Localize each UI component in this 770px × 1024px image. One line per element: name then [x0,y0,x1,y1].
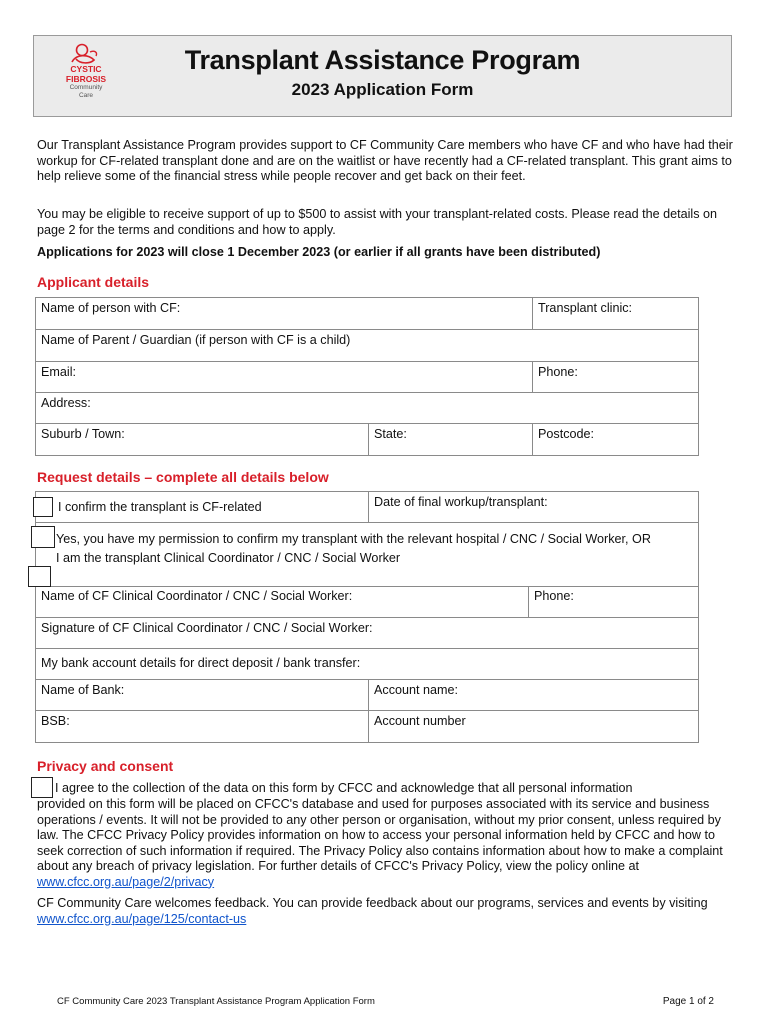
applicant-details-heading: Applicant details [37,274,150,290]
bank-name-label: Name of Bank: [41,683,125,697]
phone-label: Phone: [538,365,578,379]
page-title: Transplant Assistance Program [184,45,581,75]
bsb-field[interactable] [36,711,369,743]
bsb-label: BSB: [41,714,70,728]
date-final-workup-field[interactable] [369,492,699,523]
page-subtitle: 2023 Application Form [291,80,474,99]
parent-guardian-label: Name of Parent / Guardian (if person with CF is a child) [41,333,351,347]
request-details-table [35,491,699,743]
header-banner [33,35,732,117]
privacy-heading: Privacy and consent [37,758,174,774]
feedback-text [37,896,727,927]
coordinator-phone-label: Phone: [534,589,574,603]
transplant-clinic-field[interactable] [533,298,699,330]
email-field[interactable] [36,362,533,393]
privacy-consent-first-line: I agree to the collection of the data on this form by CFCC and acknowledge that all personal information [55,781,633,795]
logo-sub-1: Community [69,84,103,91]
parent-guardian-field[interactable] [36,330,699,362]
suburb-label: Suburb / Town: [41,427,125,441]
bank-name-field[interactable] [36,680,369,711]
privacy-policy-link[interactable]: www.cfcc.org.au/page/2/privacy [37,874,215,889]
state-field[interactable] [369,424,533,456]
closing-date-note: Applications for 2023 will close 1 December 2023 (or earlier if all grants have been distributed) [37,245,601,259]
coordinator-signature-label: Signature of CF Clinical Coordinator / CNC / Social Worker: [41,621,373,635]
suburb-field[interactable] [36,424,369,456]
privacy-consent-checkbox[interactable] [31,777,53,798]
bank-details-label: My bank account details for direct deposit / bank transfer: [41,656,361,670]
footer-page-number: Page 1 of 2 [662,996,714,1007]
permission-label: Yes, you have my permission to confirm my transplant with the relevant hospital / CNC / Social Worker, OR [56,532,651,546]
coordinator-phone-field[interactable] [529,587,699,618]
logo-line-2: FIBROSIS [65,74,107,84]
contact-us-link[interactable]: www.cfcc.org.au/page/125/contact-us [37,911,247,926]
intro-paragraph-2: You may be eligible to receive support of up to $500 to assist with your transplant-related costs. Please read the details on page 2 for the terms and conditions and how to apply. [37,207,717,237]
account-name-field[interactable] [369,680,699,711]
address-label: Address: [41,396,91,410]
intro-paragraph-1: Our Transplant Assistance Program provides support to CF Community Care members who have CF and who have had their workup for CF-related transplant done and are on the waitlist or have recently had a CF-related transplant. This grant aims to help relieve some of the financial stress while people recover and get back on their feet. [37,138,733,183]
account-number-label: Account number [374,714,466,728]
feedback-body: CF Community Care welcomes feedback. You can provide feedback about our programs, services and events by visiting [37,896,708,910]
account-number-field[interactable] [369,711,699,743]
state-label: State: [374,427,407,441]
postcode-label: Postcode: [538,427,595,441]
coordinator-signature-field[interactable] [36,618,699,649]
footer-document-title: CF Community Care 2023 Transplant Assistance Program Application Form [57,996,375,1007]
request-details-heading: Request details – complete all details below [37,469,329,485]
phone-field[interactable] [533,362,699,393]
name-cf-label: Name of person with CF: [41,301,181,315]
email-label: Email: [41,365,76,379]
date-final-workup-label: Date of final workup/transplant: [374,495,548,509]
logo-line-1: CYSTIC [70,64,102,74]
confirm-cf-row [36,492,369,523]
privacy-consent-body: provided on this form will be placed on CFCC's database and used for purposes associated with its service and business operations / events. It will not be provided to any other person or organisation, without my prior consent, unless required by law. The CFCC Privacy Policy provides information on how to access your personal information held by CFCC and how to seek correction of such information if required. The Privacy Policy also contains information about how to make a complaint about any breach of privacy legislation. For further details of CFCC's Privacy Policy, view the policy online at [37,797,723,873]
transplant-clinic-label: Transplant clinic: [538,301,633,315]
coordinator-name-label: Name of CF Clinical Coordinator / CNC / Social Worker: [41,589,353,603]
coordinator-name-field[interactable] [36,587,529,618]
applicant-details-table [35,297,699,456]
privacy-consent-text [37,797,727,890]
postcode-field[interactable] [533,424,699,456]
confirm-cf-checkbox[interactable] [33,497,53,517]
name-cf-field[interactable] [36,298,533,330]
confirm-cf-label: I confirm the transplant is CF-related [58,500,262,514]
permission-checkbox[interactable] [31,526,55,548]
coordinator-label: I am the transplant Clinical Coordinator / CNC / Social Worker [56,551,401,565]
address-field[interactable] [36,393,699,424]
permission-row [36,523,699,587]
logo-sub-2: Care [78,92,94,99]
account-name-label: Account name: [374,683,459,697]
coordinator-checkbox[interactable] [28,566,51,587]
bank-details-row [36,649,699,680]
